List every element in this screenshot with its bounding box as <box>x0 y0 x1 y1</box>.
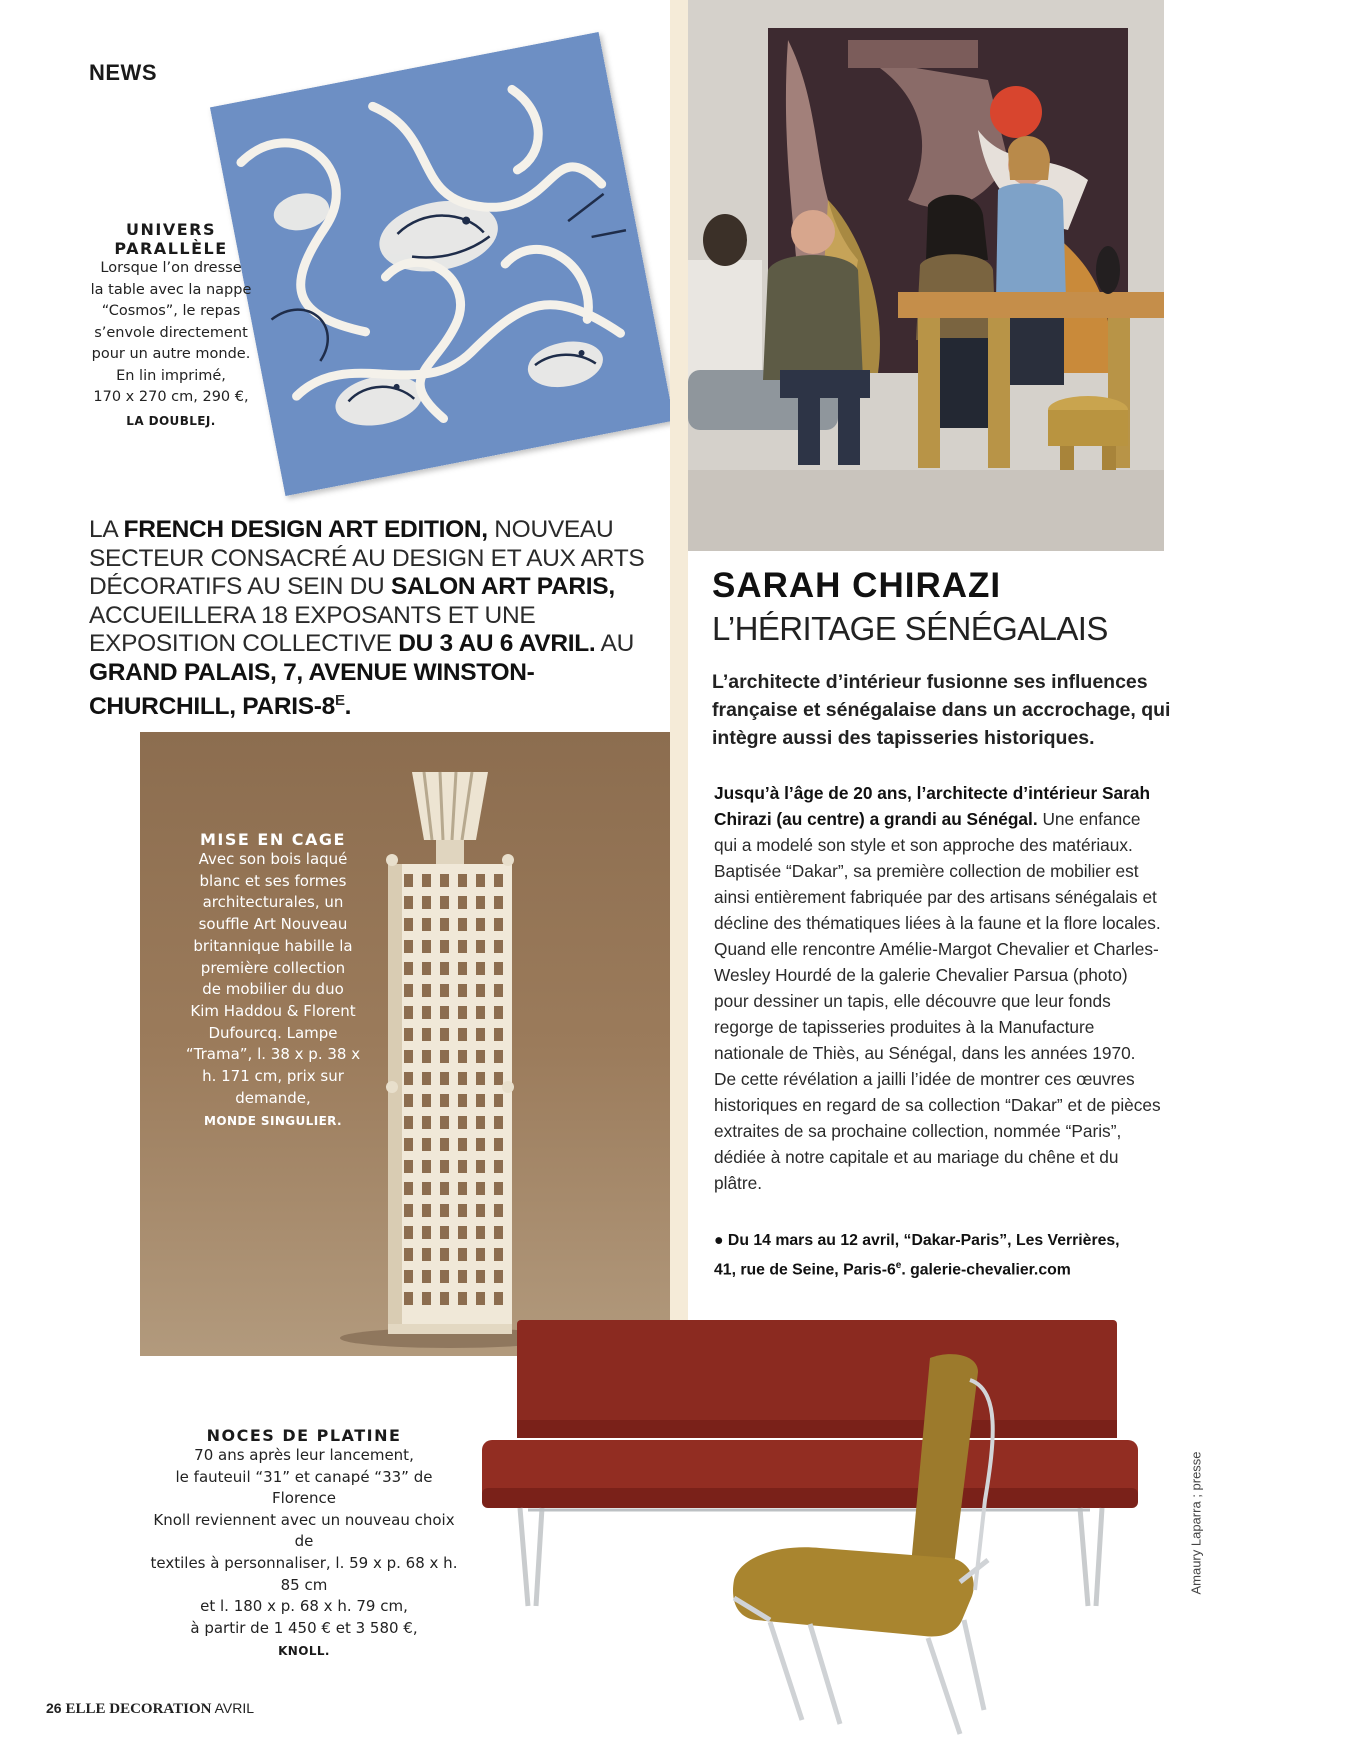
noces-body-line: textiles à personnaliser, l. 59 x p. 68 x h. 85 cm <box>150 1553 458 1594</box>
univers-body-line: pour un autre monde. <box>91 346 251 362</box>
page-folio <box>46 1700 254 1718</box>
gallery-photo <box>688 0 1164 551</box>
noces-caption <box>144 1426 464 1661</box>
column-divider <box>670 0 688 1320</box>
mise-en-cage-title: MISE EN CAGE <box>200 830 346 849</box>
knoll-furniture-photo <box>480 1320 1140 1740</box>
univers-body-line: la table avec la nappe <box>90 281 252 298</box>
mise-body-line: souffle Art Nouveau <box>198 915 348 934</box>
mise-body-line: blanc et ses formes <box>199 871 347 890</box>
univers-title-line2: PARALLÈLE <box>114 239 228 258</box>
headline-bold: . <box>344 693 352 721</box>
mise-body-line: architecturales, un <box>202 893 344 912</box>
univers-title-line1: UNIVERS <box>126 220 216 239</box>
headline-bold: GRAND PALAIS, 7, AVENUE WINSTON-CHURCHILL, PARIS-8 <box>89 658 535 721</box>
univers-body-line: 170 x 270 cm, 290 €, <box>93 389 249 405</box>
exhibition-info <box>714 1228 1184 1282</box>
noces-body-line: le fauteuil “31” et canapé “33” de Florence <box>175 1467 433 1508</box>
article-title: SARAH CHIRAZI <box>712 566 1002 605</box>
noces-title: NOCES DE PLATINE <box>206 1426 402 1445</box>
headline-bold: FRENCH DESIGN ART EDITION, <box>123 516 488 543</box>
univers-brand: LA DOUBLEJ. <box>126 413 216 428</box>
address-sup: e <box>895 1260 902 1271</box>
article-body <box>714 780 1162 1196</box>
headline-text: ACCUEILLERA 18 EXPOSANTS ET UNE EXPOSITION COLLECTIVE <box>89 601 536 657</box>
mise-body-line: Dufourcq. Lampe <box>208 1023 338 1042</box>
mise-brand: MONDE SINGULIER. <box>204 1114 342 1129</box>
mise-body-line: demande, <box>235 1088 311 1107</box>
exhibition-info-line1: ● Du 14 mars au 12 avril, “Dakar-Paris”, Les Verrières, <box>714 1232 1120 1249</box>
noces-body-line: 70 ans après leur lancement, <box>194 1446 414 1464</box>
exhibition-info-line2 <box>714 1253 1184 1282</box>
univers-body-line: s’envole directement <box>94 324 248 341</box>
mise-body-line: de mobilier du duo <box>202 980 344 999</box>
mise-body-line: “Trama”, l. 38 x p. 38 x <box>185 1045 361 1064</box>
french-design-headline <box>89 516 669 722</box>
headline-text: AU <box>595 630 634 657</box>
mise-body-line: britannique habille la <box>193 936 353 955</box>
article-subtitle: L’HÉRITAGE SÉNÉGALAIS <box>712 610 1108 647</box>
univers-body-line: “Cosmos”, le repas <box>101 303 241 319</box>
noces-brand: KNOLL. <box>278 1644 330 1659</box>
mise-en-cage-caption <box>178 830 368 1131</box>
univers-body-line: Lorsque l’on dresse <box>100 260 242 276</box>
article-body-bold: Jusqu’à l’âge de 20 ans, l’architecte d’intérieur Sarah Chirazi (au centre) a grandi au Sénégal. <box>714 783 1151 829</box>
headline-text: NOUVEAU SECTEUR CONSACRÉ AU DESIGN ET AUX ARTS DÉCORATIFS AU SEIN DU <box>89 516 645 600</box>
mise-body-line: Avec son bois laqué <box>198 850 348 868</box>
article-body-text: Une enfance qui a modelé son style et son approche des matériaux. Baptisée “Dakar”, sa première collection de mobilier est ainsi entièrement fabriquée par des artisans sénégalais et décline des thématiques liées à la faune et la flore locales. Quand elle rencontre Amélie-Margot Chevalier et Charles-Wesley Hourdé de la galerie Chevalier Parsua (photo) pour dessiner un tapis, elle découvre que leur fonds regorge de tapisseries produites à la Manufacture nationale de Thiès, au Sénégal, dans les années 1970. De cette révélation a jailli l’idée de montrer ces œuvres historiques en regard de sa collection “Dakar” et de pièces extraites de sa prochaine collection, nommée “Paris”, dédiée à notre capitale et au mariage du chêne et du plâtre. <box>714 809 1161 1193</box>
issue-month: AVRIL <box>214 1700 255 1716</box>
headline-text: LA <box>89 516 124 543</box>
gallery-url: . galerie-chevalier.com <box>901 1261 1071 1279</box>
photo-credit-text: Amaury Laparra ; presse <box>1188 1451 1204 1595</box>
mise-body-line: première collection <box>200 958 346 977</box>
noces-body-line: Knoll reviennent avec un nouveau choix de <box>153 1510 455 1551</box>
page-number: 26 <box>46 1700 62 1716</box>
address-text: 41, rue de Seine, Paris-6 <box>714 1261 896 1279</box>
univers-caption <box>86 220 256 431</box>
magazine-name: ELLE DECORATION <box>65 1701 212 1717</box>
article-lede: L’architecte d’intérieur fusionne ses influences française et sénégalaise dans un accrochage, qui intègre aussi des tapisseries historiques. <box>712 671 1171 749</box>
mise-body-line: h. 171 cm, prix sur <box>202 1067 344 1086</box>
headline-bold: SALON ART PARIS, <box>390 573 615 600</box>
headline-sup: E <box>334 692 345 709</box>
mise-body-line: Kim Haddou & Florent <box>190 1001 356 1020</box>
photo-credit <box>1186 1442 1206 1604</box>
noces-body-line: à partir de 1 450 € et 3 580 €, <box>190 1618 418 1637</box>
tablecloth-image <box>210 32 674 496</box>
univers-body-line: En lin imprimé, <box>116 367 226 384</box>
noces-body-line: et l. 180 x p. 68 x h. 79 cm, <box>200 1597 408 1616</box>
headline-bold: DU 3 AU 6 AVRIL. <box>398 630 596 657</box>
section-label: NEWS <box>89 60 157 85</box>
